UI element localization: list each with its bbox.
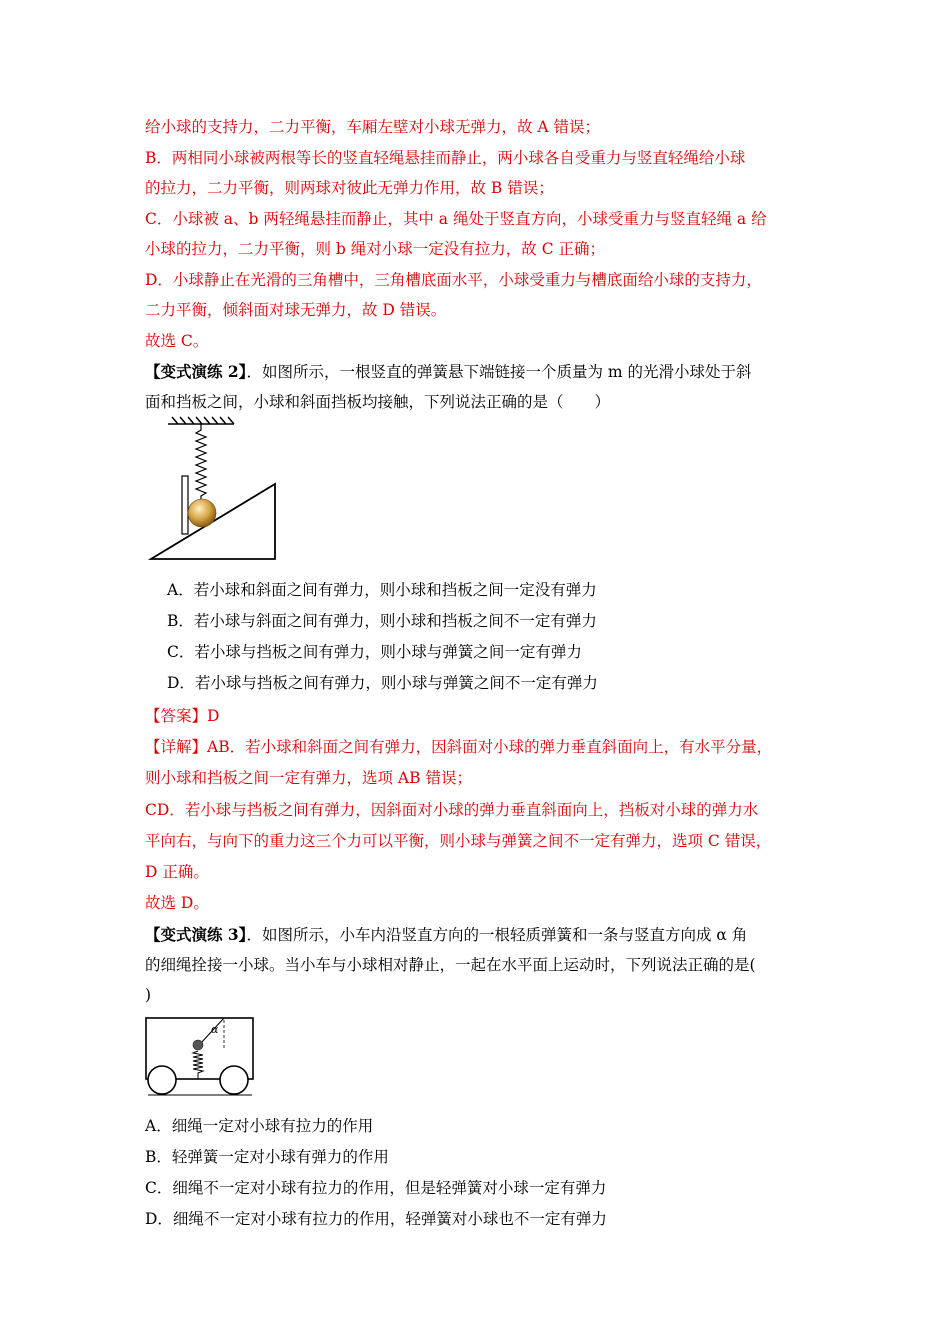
q2-explain-line5: D 正确。 [145,863,209,881]
ball [188,499,216,527]
q3-option-b: B．轻弹簧一定对小球有弹力的作用 [145,1148,389,1166]
wheel-right [220,1066,248,1094]
q3-option-a: A．细绳一定对小球有拉力的作用 [145,1117,374,1135]
wheel-left [148,1066,176,1094]
q3-stem-line3: ) [145,986,152,1004]
q3-stem-line2: 的细绳拴接一小球。当小车与小球相对静止，一起在水平面上运动时，下列说法正确的是( [145,956,756,974]
q2-choice: 故选 D。 [145,894,209,912]
explanation-line: 给小球的支持力，二力平衡，车厢左壁对小球无弹力，故 A 错误； [145,118,601,136]
q3-option-d: D．细绳不一定对小球有拉力的作用，轻弹簧对小球也不一定有弹力 [145,1210,607,1228]
q2-figure [148,416,280,564]
explanation-option-b: B．两相同小球被两根等长的竖直轻绳悬挂而静止，两小球各自受重力与竖直轻绳给小球 [145,149,746,167]
q2-explain-text: AB．若小球和斜面之间有弹力，因斜面对小球的弹力垂直斜面向上，有水平分量， [207,738,773,756]
baffle-board [182,476,188,534]
q2-tag: 【变式演练 2】 [145,362,247,381]
q2-option-b: B．若小球与斜面之间有弹力，则小球和挡板之间不一定有弹力 [167,612,597,630]
alpha-label: α [211,1023,219,1036]
q2-explain-line4: 平向右，与向下的重力这三个力可以平衡，则小球与弹簧之间不一定有弹力，选项 C 错误， [145,832,772,850]
q2-option-d: D．若小球与挡板之间有弹力，则小球与弹簧之间不一定有弹力 [167,674,598,692]
q3-figure [144,1016,256,1098]
spring [196,424,206,500]
q2-explain-line3: CD．若小球与挡板之间有弹力，因斜面对小球的弹力垂直斜面向上，挡板对小球的弹力水 [145,801,759,819]
explanation-choice: 故选 C。 [145,332,209,350]
explanation-option-c: C．小球被 a、b 两轻绳悬挂而静止，其中 a 绳处于竖直方向，小球受重力与竖直轻绳 a 给 [145,210,767,228]
explanation-option-d-cont: 二力平衡，倾斜面对球无弹力，故 D 错误。 [145,301,447,319]
q2-stem-line2: 面和挡板之间，小球和斜面挡板均接触，下列说法正确的是（ ） [145,393,611,411]
explanation-option-d: D．小球静止在光滑的三角槽中，三角槽底面水平，小球受重力与槽底面给小球的支持力， [145,271,762,289]
q2-explain-tag: 【详解】 [145,738,208,756]
q2-option-a: A．若小球和斜面之间有弹力，则小球和挡板之间一定没有弹力 [167,581,597,599]
q2-explain-line2: 则小球和挡板之间一定有弹力，选项 AB 错误； [145,769,472,787]
q2-stem-text: ．如图所示，一根竖直的弹簧悬下端链接一个质量为 m 的光滑小球处于斜 [246,363,752,381]
q2-stem-line1 [145,362,752,382]
q3-stem-line1 [145,925,747,945]
q3-stem-text: ．如图所示，小车内沿竖直方向的一根轻质弹簧和一条与竖直方向成 α 角 [246,926,748,944]
q2-option-c: C．若小球与挡板之间有弹力，则小球与弹簧之间一定有弹力 [167,643,582,661]
q3-option-c: C．细绳不一定对小球有拉力的作用，但是轻弹簧对小球一定有弹力 [145,1179,607,1197]
q2-explain-line1 [145,737,772,757]
explanation-option-c-cont: 小球的拉力，二力平衡，则 b 绳对小球一定没有拉力，故 C 正确； [145,240,605,258]
explanation-option-b-cont: 的拉力，二力平衡，则两球对彼此无弹力作用，故 B 错误； [145,179,554,197]
q2-answer: 【答案】D [145,707,220,725]
q3-tag: 【变式演练 3】 [145,925,247,944]
small-ball [193,1040,203,1050]
ceiling [168,417,234,424]
